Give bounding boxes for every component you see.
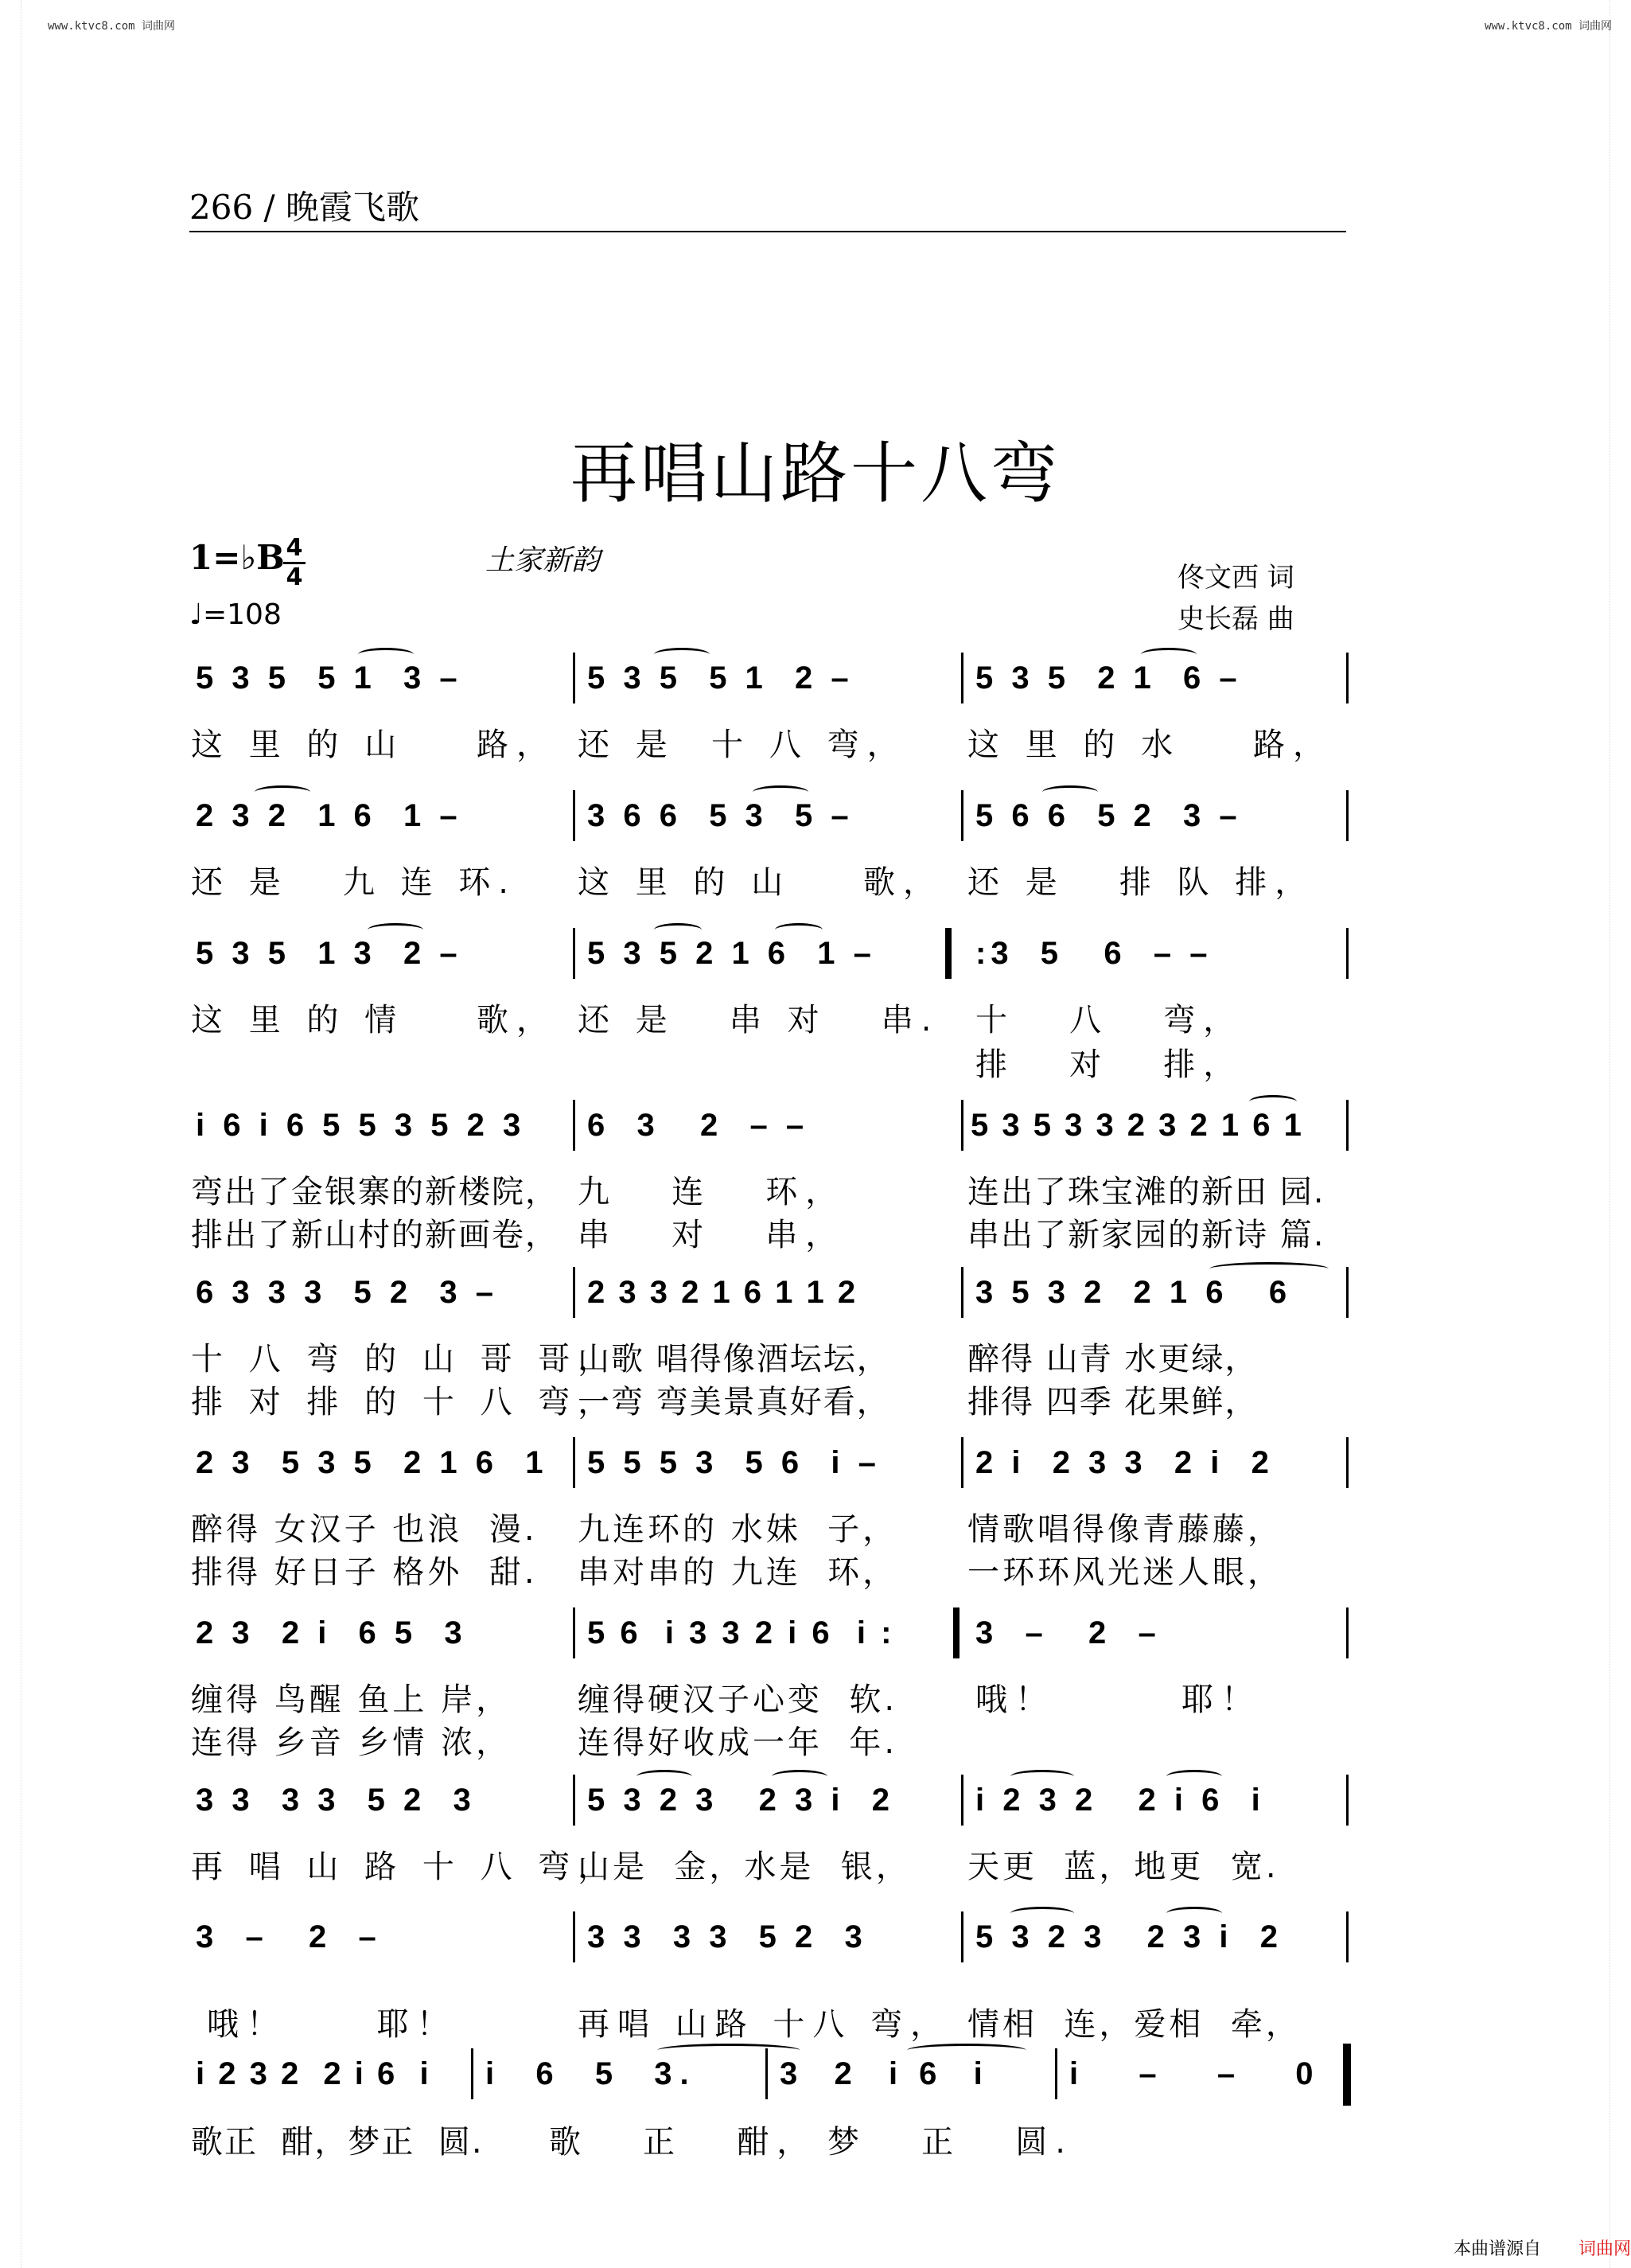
measure-notes: 5 3 2 3 2 3 i 2 xyxy=(975,1919,1283,1954)
measure-notes: 3 2 i 6 i xyxy=(780,2056,989,2091)
lyric-line-2: 串 对 串， xyxy=(578,1217,846,1253)
slur-mark xyxy=(1010,1907,1074,1920)
tempo-marking: ♩=108 xyxy=(189,598,282,631)
measure-notes: i 6 i 6 5 5 3 5 2 3 xyxy=(196,1108,526,1143)
lyric-line-2: 排 对 排 的 十 八 弯， xyxy=(191,1384,618,1420)
meter-bottom: 4 xyxy=(286,563,303,591)
barline xyxy=(1346,1911,1349,1962)
barline xyxy=(573,1437,575,1488)
barline xyxy=(961,1911,963,1962)
repeat-start-barline xyxy=(945,928,952,979)
tie-mark xyxy=(657,2044,800,2057)
measure-notes: i 2 3 2 2 i 6 i xyxy=(975,1783,1265,1818)
lyric-line-2: 一环环风光迷人眼， xyxy=(967,1554,1283,1591)
measure-notes: 2 3 2 i 6 5 3 xyxy=(196,1615,467,1650)
right-edge-strip xyxy=(1610,0,1631,2268)
slur-mark xyxy=(1010,1770,1074,1783)
corner-watermark-left: www.ktvc8.com 词曲网 xyxy=(48,20,176,33)
lyric-line: 醉得 女汉子 也浪 漫. xyxy=(191,1511,538,1548)
measure-notes: 5 3 5 1 3 2 – xyxy=(196,936,462,971)
left-edge-strip xyxy=(0,0,21,2268)
barline xyxy=(961,1267,963,1318)
lyric-line-2: 串出了新家园的新诗 篇. xyxy=(967,1217,1325,1253)
page-header: 266 / 晚霞飞歌 xyxy=(189,188,420,227)
barline xyxy=(1346,1437,1349,1488)
lyric-line: 还 是 串 对 串. xyxy=(578,1002,940,1039)
measure-notes: 3 6 6 5 3 5 – xyxy=(587,798,854,833)
lyric-line: 情相 连，爱相 牵， xyxy=(967,2006,1301,2043)
barline xyxy=(573,1267,575,1318)
corner-watermark-right: www.ktvc8.com 词曲网 xyxy=(1485,20,1613,33)
measure-notes: 3 – 2 – xyxy=(975,1615,1161,1650)
lyric-line: 弯出了金银寨的新楼院， xyxy=(191,1174,559,1210)
lyric-line: 缠得硬汉子心变 软. xyxy=(578,1682,898,1718)
measure-notes: 5 3 5 5 1 3 – xyxy=(196,661,462,696)
slur-mark xyxy=(772,1770,827,1783)
slur-mark xyxy=(636,1770,692,1783)
song-title: 再唱山路十八弯 xyxy=(570,435,1061,512)
tie-mark xyxy=(1209,1262,1329,1276)
lyric-line-2: 一弯 弯美景真好看， xyxy=(578,1384,890,1420)
barline xyxy=(573,790,575,841)
slur-mark xyxy=(1249,1095,1297,1109)
lyric-line: 山歌 唱得像酒坛坛， xyxy=(578,1341,890,1378)
slur-mark xyxy=(358,648,414,661)
slur-mark xyxy=(654,923,702,937)
barline xyxy=(961,1437,963,1488)
lyric-line-2: 排得 四季 花果鲜， xyxy=(967,1384,1259,1420)
barline xyxy=(961,790,963,841)
barline xyxy=(1346,928,1349,979)
lyric-line: 九连环的 水妹 子， xyxy=(578,1511,898,1548)
final-barline xyxy=(1343,2044,1351,2106)
barline xyxy=(1346,1100,1349,1151)
slur-mark xyxy=(1166,1907,1222,1920)
footer-brand-link[interactable]: 词曲网 xyxy=(1578,2239,1631,2259)
barline xyxy=(961,653,963,703)
barline xyxy=(471,2048,473,2099)
lyric-line: 这 里 的 情 歌， xyxy=(191,1002,557,1039)
slur-mark xyxy=(368,923,423,937)
lyric-line: 天更 蓝，地更 宽. xyxy=(967,1849,1279,1885)
barline xyxy=(573,653,575,703)
lyric-line: 梦 正 圆. xyxy=(827,2124,1074,2161)
measure-notes: 2 3 5 3 5 2 1 6 1 xyxy=(196,1445,548,1480)
slur-mark xyxy=(775,923,823,937)
lyric-line: 九 连 环， xyxy=(578,1174,846,1210)
measure-notes: 3 – 2 – xyxy=(196,1919,381,1954)
measure-notes: 5 5 5 3 5 6 i – xyxy=(587,1445,881,1480)
measure-notes: 5 6 i 3 3 2 i 6 i : xyxy=(587,1615,895,1650)
measure-notes: 3 3 3 3 5 2 3 xyxy=(587,1919,867,1954)
measure-notes: 5 3 5 5 1 2 – xyxy=(587,661,854,696)
measure-notes: 5 3 5 2 1 6 – xyxy=(975,661,1242,696)
lyric-line: 十 八 弯， xyxy=(975,1002,1244,1039)
measure-notes: 2 i 2 3 3 2 i 2 xyxy=(975,1445,1274,1480)
measure-notes: 3 5 3 2 2 1 6 6 xyxy=(975,1275,1292,1310)
measure-notes: 5 3 2 3 2 3 i 2 xyxy=(587,1783,894,1818)
lyric-line: 哦！ 耶！ xyxy=(975,1682,1262,1718)
measure-notes: 5 3 5 2 1 6 1 – xyxy=(587,936,876,971)
measure-notes: i 6 5 3. xyxy=(485,2056,697,2091)
barline xyxy=(573,1100,575,1151)
measure-notes: 3 3 3 3 5 2 3 xyxy=(196,1783,476,1818)
slur-mark xyxy=(255,785,310,799)
repeat-end-barline xyxy=(953,1607,960,1658)
header-divider xyxy=(189,231,1346,232)
lyric-line: 还 是 排 队 排， xyxy=(967,864,1315,901)
lyric-line: 还 是 十 八 弯， xyxy=(578,727,907,763)
barline xyxy=(1055,2048,1057,2099)
barline xyxy=(573,928,575,979)
lyric-line: 再 唱 山 路 十 八 弯， xyxy=(191,1849,618,1885)
barline xyxy=(573,1911,575,1962)
lyric-line: 还 是 九 连 环. xyxy=(191,864,517,901)
credits xyxy=(1178,557,1294,640)
measure-notes: :3 5 6 – – xyxy=(975,936,1213,971)
slur-mark xyxy=(1042,785,1098,799)
measure-notes: 6 3 3 3 5 2 3 – xyxy=(196,1275,498,1310)
slur-mark xyxy=(907,2044,1026,2057)
lyric-line-2: 排得 好日子 格外 甜. xyxy=(191,1554,538,1591)
lyric-line: 这 里 的 水 路， xyxy=(967,727,1333,763)
measure-notes: 5 6 6 5 2 3 – xyxy=(975,798,1242,833)
key-signature: 1=♭B xyxy=(189,538,285,577)
barline xyxy=(1346,1267,1349,1318)
footer xyxy=(1454,2235,1631,2260)
lyric-line-2: 连得好收成一年 年. xyxy=(578,1724,898,1761)
lyric-line: 哦！ 耶！ xyxy=(207,2006,457,2043)
measure-notes: 5 3 5 3 3 2 3 2 1 6 1 xyxy=(971,1108,1304,1143)
barline xyxy=(1346,1607,1349,1658)
barline xyxy=(573,1607,575,1658)
barline xyxy=(961,1775,963,1826)
footer-source: 本曲谱源自 xyxy=(1453,2239,1541,2259)
lyric-line-2: 连得 乡音 乡情 浓， xyxy=(191,1724,512,1761)
lyricist-credit: 佟文西 词 xyxy=(1178,562,1294,594)
barline xyxy=(1346,1775,1349,1826)
lyric-line: 再唱 山路 十八 弯， xyxy=(578,2006,951,2043)
lyric-line-2: 排出了新山村的新画卷， xyxy=(191,1217,559,1253)
lyric-line: 醉得 山青 水更绿， xyxy=(967,1341,1259,1378)
measure-notes: 2 3 3 2 1 6 1 1 2 xyxy=(587,1275,858,1310)
composer-credit: 史长磊 曲 xyxy=(1178,603,1294,635)
lyric-line: 这 里 的 山 路， xyxy=(191,727,557,763)
lyric-line: 歌正 酣，梦正 圆. xyxy=(191,2124,484,2161)
lyric-line: 情歌唱得像青藤藤， xyxy=(967,1511,1283,1548)
slur-mark xyxy=(1166,1770,1222,1783)
lyric-line: 连出了珠宝滩的新田 园. xyxy=(967,1174,1325,1210)
lyric-line: 歌 正 酣， xyxy=(549,2124,817,2161)
slur-mark xyxy=(753,785,808,799)
lyric-line-2: 排 对 排， xyxy=(975,1046,1244,1083)
barline xyxy=(961,1100,963,1151)
lyric-line: 缠得 鸟醒 鱼上 岸， xyxy=(191,1682,512,1718)
lyric-line: 十 八 弯 的 山 哥 哥， xyxy=(191,1341,618,1378)
time-signature xyxy=(283,535,306,591)
measure-notes: i 2 3 2 2 i 6 i xyxy=(196,2056,431,2091)
measure-notes: 6 3 2 – – xyxy=(587,1108,809,1143)
slur-mark xyxy=(1141,648,1197,661)
barline xyxy=(573,1775,575,1826)
lyric-line: 这 里 的 山 歌， xyxy=(578,864,944,901)
slur-mark xyxy=(654,648,710,661)
barline xyxy=(1346,653,1349,703)
meter-top: 4 xyxy=(286,534,303,562)
measure-notes: 2 3 2 1 6 1 – xyxy=(196,798,462,833)
song-subtitle: 土家新韵 xyxy=(485,544,601,577)
lyric-line: 山是 金，水是 银， xyxy=(578,1849,911,1885)
measure-notes: i – – 0 xyxy=(1069,2056,1328,2091)
lyric-line-2: 串对串的 九连 环， xyxy=(578,1554,898,1591)
barline xyxy=(1346,790,1349,841)
